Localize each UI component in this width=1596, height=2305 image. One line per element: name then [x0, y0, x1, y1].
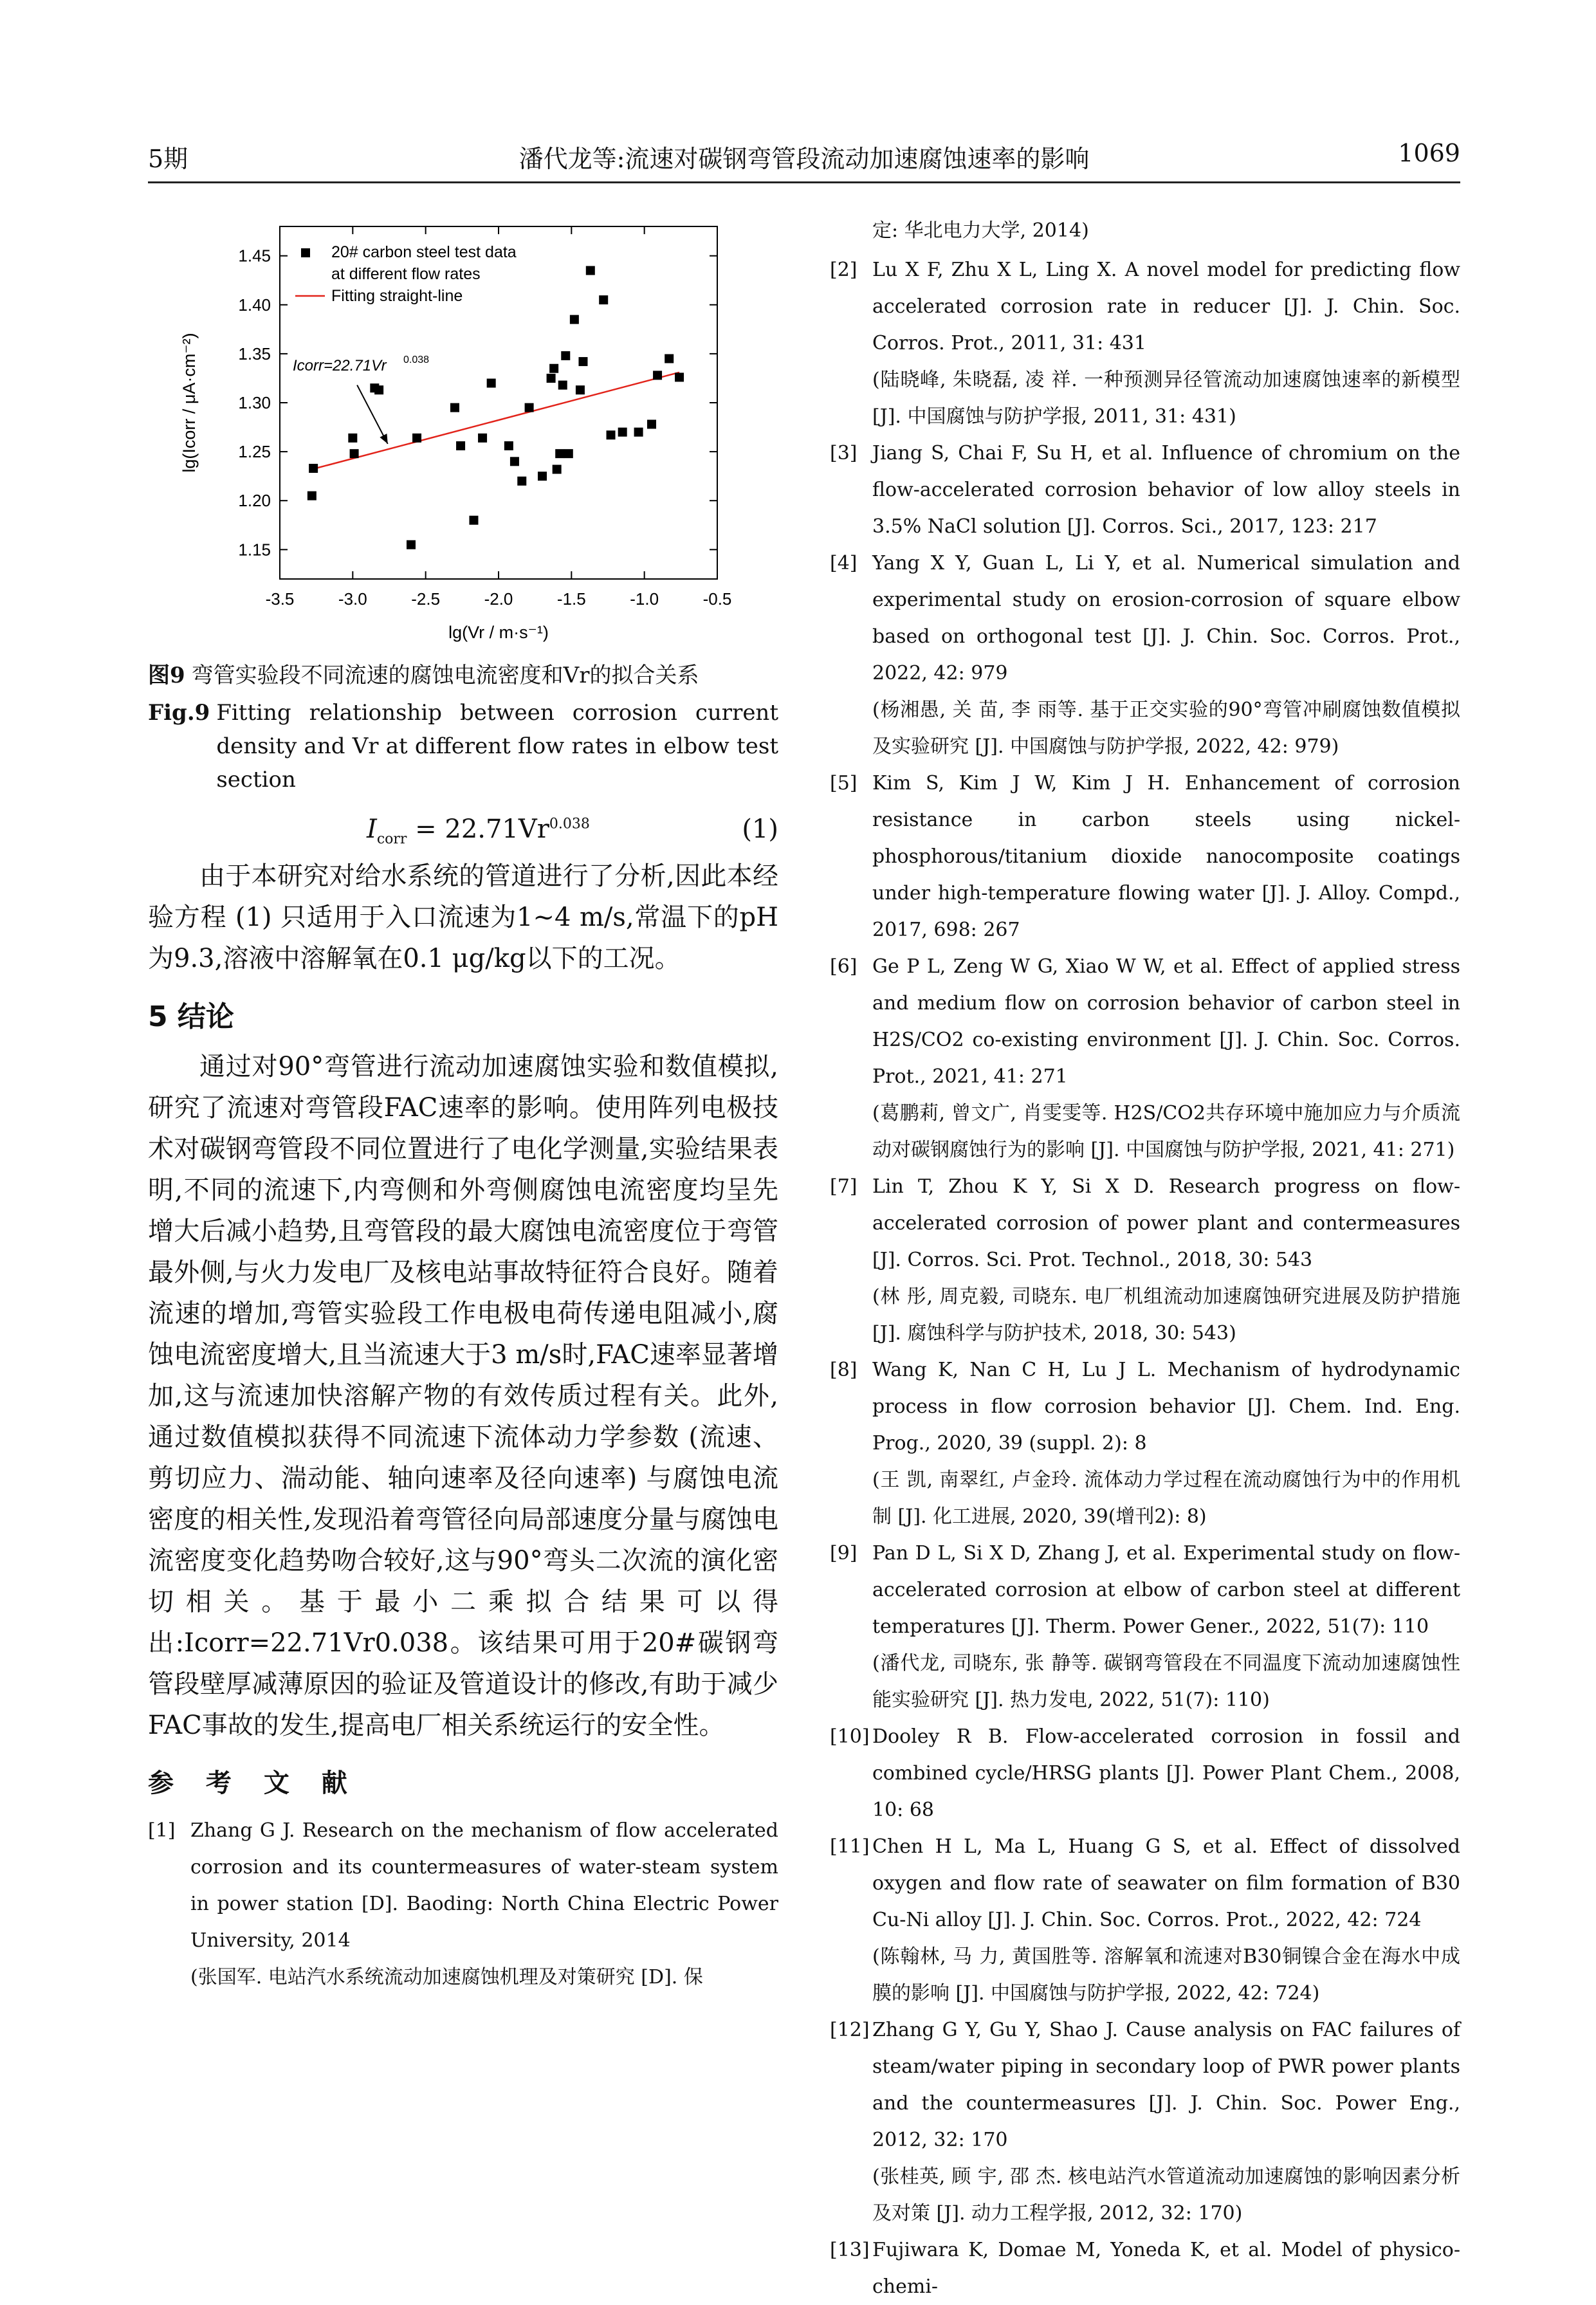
data-point — [510, 457, 519, 466]
reference-item — [830, 948, 1460, 1168]
data-point — [374, 385, 383, 394]
eq-rhs: = 22.71Vr — [407, 814, 549, 844]
right-column — [830, 212, 1460, 2305]
legend-label-points-2: at different flow rates — [331, 265, 481, 283]
figure-9 — [148, 212, 778, 650]
data-point — [412, 434, 421, 443]
reference-item — [830, 1828, 1460, 2012]
references-list-right — [830, 252, 1460, 2305]
reference-item — [830, 2232, 1460, 2305]
reference-number: [3] — [830, 442, 858, 464]
data-point — [618, 428, 627, 437]
y-tick-label: 1.40 — [238, 295, 271, 315]
reference-number: [2] — [830, 259, 858, 281]
reference-text — [872, 765, 1460, 948]
x-tick-label: -3.5 — [265, 589, 295, 609]
reference-english: Wang K, Nan C H, Lu J L. Mechanism of hydrodynamic process in flow corrosion behavior [J]. Chem. Ind. Eng. Prog., 2020, 39 (suppl. 2): 8 — [872, 1359, 1460, 1455]
data-point — [555, 449, 564, 458]
reference-chinese: (陆晓峰, 朱晓磊, 凌 祥. 一种预测异径管流动加速腐蚀速率的新模型 [J]. 中国腐蚀与防护学报, 2011, 31: 431) — [872, 369, 1460, 428]
reference-text — [872, 2012, 1460, 2232]
reference-item — [830, 765, 1460, 948]
data-point — [525, 403, 534, 412]
data-point — [653, 371, 662, 380]
section-title-conclusion: 5 结论 — [148, 1000, 234, 1033]
caption-en — [148, 696, 778, 796]
reference-item — [830, 252, 1460, 435]
references-title: 参 考 文 献 — [148, 1768, 359, 1798]
reference-chinese: (潘代龙, 司晓东, 张 静等. 碳钢弯管段在不同温度下流动加速腐蚀性能实验研究 [J]. 热力发电, 2022, 51(7): 110) — [872, 1652, 1460, 1711]
reference-number: [13] — [830, 2239, 870, 2261]
data-point — [558, 381, 567, 390]
reference-text — [872, 435, 1460, 545]
eq-lhs-sub: corr — [376, 831, 407, 847]
references-list-left — [148, 1812, 778, 1996]
reference-english: Yang X Y, Guan L, Li Y, et al. Numerical simulation and experimental study on erosion-corrosion of square elbow based on orthogonal test [J]. J. Chin. Soc. Corros. Prot., 2022, 42: 979 — [872, 552, 1460, 684]
reference-item — [148, 1812, 778, 1996]
reference-english: Fujiwara K, Domae M, Yoneda K, et al. Model of physico-chemi- — [872, 2239, 1460, 2298]
data-point — [538, 472, 547, 481]
legend-label-line: Fitting straight-line — [331, 287, 463, 305]
equation-number: (1) — [742, 814, 778, 844]
reference-chinese: (张桂英, 顾 宇, 邵 杰. 核电站汽水管道流动加速腐蚀的影响因素分析及对策 [J]. 动力工程学报, 2012, 32: 170) — [872, 2165, 1460, 2225]
reference-number: [8] — [830, 1359, 858, 1381]
data-point — [586, 266, 595, 275]
data-point — [553, 465, 562, 474]
data-point — [599, 295, 608, 304]
reference-number: [7] — [830, 1175, 858, 1198]
data-point — [469, 516, 478, 525]
reference-text — [190, 1812, 778, 1996]
reference-english: Jiang S, Chai F, Su H, et al. Influence of chromium on the flow-accelerated corrosion behavior of low alloy steels in 3.5% NaCl solution [J]. Corros. Sci., 2017, 123: 217 — [872, 442, 1460, 538]
caption-en-label: Fig.9 — [148, 700, 210, 726]
x-tick-label: -2.5 — [411, 589, 441, 609]
data-point — [564, 449, 573, 458]
data-point — [570, 315, 579, 324]
reference-number: [9] — [830, 1542, 858, 1565]
data-point — [456, 441, 465, 450]
annotation-text: Icorr=22.71Vr — [293, 356, 387, 374]
data-point — [348, 434, 357, 443]
y-tick-label: 1.45 — [238, 246, 271, 266]
reference-number: [5] — [830, 772, 858, 794]
data-point — [407, 540, 416, 549]
reference-text — [872, 1168, 1460, 1352]
reference-text — [872, 948, 1460, 1168]
reference-chinese: (王 凯, 南翠红, 卢金玲. 流体动力学过程在流动腐蚀行为中的作用机制 [J]. 化工进展, 2020, 39(增刊2): 8) — [872, 1469, 1460, 1528]
reference-english: Pan D L, Si X D, Zhang J, et al. Experimental study on flow-accelerated corrosion at elbow of carbon steel at different temperatures [J]. Therm. Power Gener., 2022, 51(7): 110 — [872, 1542, 1460, 1638]
reference-number: [11] — [830, 1835, 870, 1858]
reference-english: Ge P L, Zeng W G, Xiao W W, et al. Effect of applied stress and medium flow on corrosion behavior of carbon steel in H2S/CO2 co-existing environment [J]. J. Chin. Soc. Corros. Prot., 2021, 41: 271 — [872, 955, 1460, 1088]
data-point — [576, 385, 585, 394]
equation-body — [367, 814, 590, 847]
reference-number: [4] — [830, 552, 858, 574]
left-column — [148, 212, 778, 1996]
data-point — [487, 379, 496, 388]
caption-en-text: Fitting relationship between corrosion current density and Vr at different flow rates in elbow test section — [216, 700, 778, 793]
reference-item — [830, 435, 1460, 545]
data-point — [647, 419, 656, 428]
issue-number: 5期 — [148, 145, 188, 173]
reference-item — [830, 2012, 1460, 2232]
reference-text — [872, 252, 1460, 435]
reference-chinese: (葛鹏莉, 曾文广, 肖雯雯等. H2S/CO2共存环境中施加应力与介质流动对碳钢腐蚀行为的影响 [J]. 中国腐蚀与防护学报, 2021, 41: 271) — [872, 1102, 1460, 1161]
reference-number: [10] — [830, 1725, 870, 1748]
reference-item — [830, 545, 1460, 765]
reference-english: Lu X F, Zhu X L, Ling X. A novel model for predicting flow accelerated corrosion rate in reducer [J]. J. Chin. Soc. Corros. Prot., 2011, 31: 431 — [872, 259, 1460, 354]
reference-text — [872, 1718, 1460, 1828]
figure-caption — [148, 659, 778, 796]
data-point — [634, 428, 643, 437]
y-axis-label: lg(Icorr / μA·cm⁻²) — [179, 333, 199, 473]
x-tick-label: -1.5 — [556, 589, 586, 609]
x-tick-label: -3.0 — [338, 589, 367, 609]
y-tick-label: 1.25 — [238, 442, 271, 462]
reference-number: [6] — [830, 955, 858, 978]
eq-rhs-sup: 0.038 — [549, 816, 590, 832]
reference-chinese: (陈翰林, 马 力, 黄国胜等. 溶解氧和流速对B30铜镍合金在海水中成膜的影响 [J]. 中国腐蚀与防护学报, 2022, 42: 724) — [872, 1945, 1460, 2005]
reference-english: Zhang G J. Research on the mechanism of flow accelerated corrosion and its countermeasures of water-steam system in power station [D]. Baoding: North China Electric Power University, 2014 — [190, 1819, 778, 1952]
data-point — [665, 354, 674, 363]
legend-label-points: 20# carbon steel test data — [331, 243, 517, 261]
x-tick-label: -1.0 — [630, 589, 659, 609]
scatter-chart — [148, 212, 778, 650]
data-point — [675, 372, 684, 381]
reference-text — [872, 1535, 1460, 1718]
reference-number: [12] — [830, 2019, 870, 2041]
data-point — [517, 477, 526, 486]
data-point — [561, 351, 570, 360]
reference-text — [872, 545, 1460, 765]
paragraph-conclusion: 通过对90°弯管进行流动加速腐蚀实验和数值模拟,研究了流速对弯管段FAC速率的影响。使用阵列电极技术对碳钢弯管段不同位置进行了电化学测量,实验结果表明,不同的流速下,内弯侧和外弯侧腐蚀电流密度均呈先增大后减小趋势,且弯管段的最大腐蚀电流密度位于弯管最外侧,与火力发电厂及核电站事故特征符合良好。随着流速的增加,弯管实验段工作电极电荷传递电阻减小,腐蚀电流密度增大,且当流速大于3 m/s时,FAC速率显著增加,这与流速加快溶解产物的有效传质过程有关。此外,通过数值模拟获得不同流速下流体动力学参数 (流速、剪切应力、湍动能、轴向速率及径向速率) 与腐蚀电流密度的相关性,发现沿着弯管径向局部速度分量与腐蚀电流密度变化趋势吻合较好,这与90°弯头二次流的演化密切相关。基于最小二乘拟合结果可以得出:Icorr=22.71Vr0.038。该结果可用于20#碳钢弯管段壁厚减薄原因的验证及管道设计的修改,有助于减少FAC事故的发生,提高电厂相关系统运行的安全性。 — [148, 1052, 778, 1740]
x-tick-label: -0.5 — [702, 589, 732, 609]
data-point — [578, 357, 587, 366]
caption-cn-label: 图9 — [148, 663, 185, 688]
reference-english: Chen H L, Ma L, Huang G S, et al. Effect of dissolved oxygen and flow rate of seawater on film formation of B30 Cu-Ni alloy [J]. J. Chin. Soc. Corros. Prot., 2022, 42: 724 — [872, 1835, 1460, 1931]
reference-text — [872, 2232, 1460, 2305]
reference-chinese: (林 彤, 周克毅, 司晓东. 电厂机组流动加速腐蚀研究进展及防护措施 [J]. 腐蚀科学与防护技术, 2018, 30: 543) — [872, 1285, 1460, 1345]
x-tick-label: -2.0 — [484, 589, 513, 609]
y-tick-label: 1.35 — [238, 344, 271, 363]
reference-english: Kim S, Kim J W, Kim J H. Enhancement of corrosion resistance in carbon steels using nickel-phosphorous/titanium dioxide nanocomposite coatings under high-temperature flowing water [J]. J. Alloy. Compd., 2017, 698: 267 — [872, 772, 1460, 941]
eq-lhs: I — [367, 814, 377, 844]
data-point — [547, 374, 556, 383]
y-tick-label: 1.30 — [238, 393, 271, 412]
x-axis-label: lg(Vr / m·s⁻¹) — [448, 623, 549, 642]
reference-text — [872, 1352, 1460, 1535]
reference-chinese: (张国军. 电站汽水系统流动加速腐蚀机理及对策研究 [D]. 保 — [190, 1966, 703, 1988]
paragraph-applicability: 由于本研究对给水系统的管道进行了分析,因此本经验方程 (1) 只适用于入口流速为1~4 m/s,常温下的pH为9.3,溶液中溶解氧在0.1 μg/kg以下的工况。 — [148, 861, 778, 973]
data-point — [504, 441, 513, 450]
page-number: 1069 — [1398, 139, 1460, 167]
reference-english: Zhang G Y, Gu Y, Shao J. Cause analysis on FAC failures of steam/water piping in secondary loop of PWR power plants and the countermeasures [J]. J. Chin. Soc. Power Eng., 2012, 32: 170 — [872, 2019, 1460, 2151]
reference-chinese: (杨湘愚, 关 苗, 李 雨等. 基于正交实验的90°弯管冲刷腐蚀数值模拟及实验研究 [J]. 中国腐蚀与防护学报, 2022, 42: 979) — [872, 699, 1460, 758]
reference-item — [830, 1352, 1460, 1535]
data-point — [549, 364, 558, 373]
equation-1 — [148, 811, 778, 856]
data-point — [478, 434, 487, 443]
page-header — [148, 136, 1460, 183]
data-point — [309, 464, 318, 473]
reference-item — [830, 1168, 1460, 1352]
data-point — [350, 449, 359, 458]
reference-number: [1] — [148, 1819, 176, 1842]
reference-english: Lin T, Zhou K Y, Si X D. Research progress on flow-accelerated corrosion of power plant and contermeasures [J]. Corros. Sci. Prot. Technol., 2018, 30: 543 — [872, 1175, 1460, 1271]
annotation-exponent: 0.038 — [403, 354, 430, 365]
data-point — [450, 403, 459, 412]
legend-marker-points — [301, 248, 310, 257]
reference-item — [830, 1535, 1460, 1718]
y-tick-label: 1.20 — [238, 491, 271, 511]
reference-continuation: 定: 华北电力大学, 2014) — [872, 219, 1089, 242]
reference-text — [872, 1828, 1460, 2012]
running-title: 潘代龙等:流速对碳钢弯管段流动加速腐蚀速率的影响 — [518, 145, 1090, 173]
caption-cn-text: 弯管实验段不同流速的腐蚀电流密度和Vr的拟合关系 — [191, 663, 699, 688]
data-point — [307, 491, 316, 500]
y-tick-label: 1.15 — [238, 540, 271, 560]
caption-cn — [148, 659, 778, 692]
reference-english: Dooley R B. Flow-accelerated corrosion in fossil and combined cycle/HRSG plants [J]. Power Plant Chem., 2008, 10: 68 — [872, 1725, 1460, 1821]
reference-item — [830, 1718, 1460, 1828]
data-point — [607, 430, 616, 439]
